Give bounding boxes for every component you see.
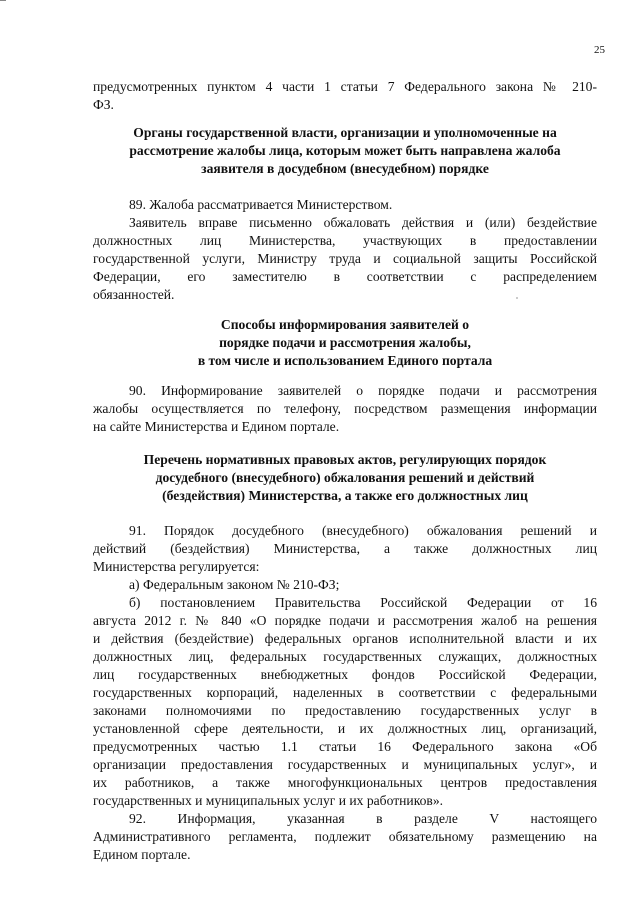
heading-line: Перечень нормативных правовых актов, регулирующих порядок xyxy=(143,452,547,467)
text-line: должностных лиц Министерства, участвующих в предоставлении xyxy=(93,233,597,248)
page-number: 25 xyxy=(594,44,605,56)
text-line: Заявитель вправе письменно обжаловать действия и (или) бездействие xyxy=(129,215,597,230)
text-line: б) постановлением Правительства Российской Федерации от 16 xyxy=(129,595,597,610)
text-line: действий (бездействия) Министерства, а также должностных лиц xyxy=(93,541,597,556)
section-heading-complaint-bodies xyxy=(93,124,597,178)
text-line: и действия (бездействие) федеральных органов исполнительной власти и их xyxy=(93,631,597,646)
heading-line: рассмотрение жалобы лица, которым может быть направлена жалоба xyxy=(129,143,561,158)
section-heading-legal-acts xyxy=(93,451,597,505)
text-line: организации предоставления государственных и муниципальных услуг», и xyxy=(93,757,597,772)
text-line: на сайте Министерства и Едином портале. xyxy=(93,419,340,434)
text-line: Министерства регулируется: xyxy=(93,559,260,574)
text-line: должностных лиц, федеральных государственных служащих, должностных xyxy=(93,649,597,664)
text-line: Административного регламента, подлежит обязательному размещению на xyxy=(93,829,597,844)
paragraph-92 xyxy=(93,810,597,864)
text-line: 90. Информирование заявителей о порядке подачи и рассмотрения xyxy=(129,383,597,398)
text-line: жалобы осуществляется по телефону, посредством размещения информации xyxy=(93,401,597,416)
paragraph-91 xyxy=(93,522,597,810)
text-line: предусмотренных пунктом 4 части 1 статьи 7 Федерального закона № 210- xyxy=(93,79,597,94)
text-line: Федерации, его заместителю в соответствии с распределением xyxy=(93,269,597,284)
text-line: государственных корпораций, наделенных в соответствии с федеральными xyxy=(93,685,597,700)
text-line: 89. Жалоба рассматривается Министерством. xyxy=(129,197,393,212)
scan-mark xyxy=(0,0,6,4)
text-line: обязанностей. xyxy=(93,287,175,302)
heading-line: Способы информирования заявителей о xyxy=(220,317,470,332)
paragraph-90 xyxy=(93,382,597,436)
text-line: а) Федеральным законом № 210-ФЗ; xyxy=(129,577,340,592)
text-line: Едином портале. xyxy=(93,847,191,862)
text-line: государственной услуги, Министру труда и социальной защиты Российской xyxy=(93,251,597,266)
text-line: ФЗ. xyxy=(93,97,114,112)
text-line: 92. Информация, указанная в разделе V настоящего xyxy=(129,811,597,826)
paragraph-89 xyxy=(93,196,597,304)
heading-line: порядке подачи и рассмотрения жалобы, xyxy=(219,335,471,350)
text-line: государственных и муниципальных услуг и их работников». xyxy=(93,793,444,808)
text-line: августа 2012 г. № 840 «О порядке подачи и рассмотрения жалоб на решения xyxy=(93,613,597,628)
text-line: предусмотренных частью 1.1 статьи 16 Федерального закона «Об xyxy=(93,739,597,754)
heading-line: досудебного (внесудебного) обжалования решений и действий xyxy=(155,470,535,485)
text-line: их работников, а также многофункциональных центров предоставления xyxy=(93,775,597,790)
heading-line: заявителя в досудебном (внесудебном) порядке xyxy=(201,161,489,176)
intro-paragraph xyxy=(93,78,597,114)
text-line: установленной сфере деятельности, и их должностных лиц, организаций, xyxy=(93,721,597,736)
text-line: законами полномочиями по предоставлению государственных услуг в xyxy=(93,703,597,718)
heading-line: в том числе и использованием Единого портала xyxy=(197,353,493,368)
heading-line: (бездействия) Министерства, а также его должностных лиц xyxy=(162,488,528,503)
heading-line: Органы государственной власти, организации и уполномоченные на xyxy=(133,125,557,140)
section-heading-information-methods xyxy=(93,316,597,370)
text-line: 91. Порядок досудебного (внесудебного) обжалования решений и xyxy=(129,523,597,538)
text-line: лиц государственных внебюджетных фондов Российской Федерации, xyxy=(93,667,597,682)
